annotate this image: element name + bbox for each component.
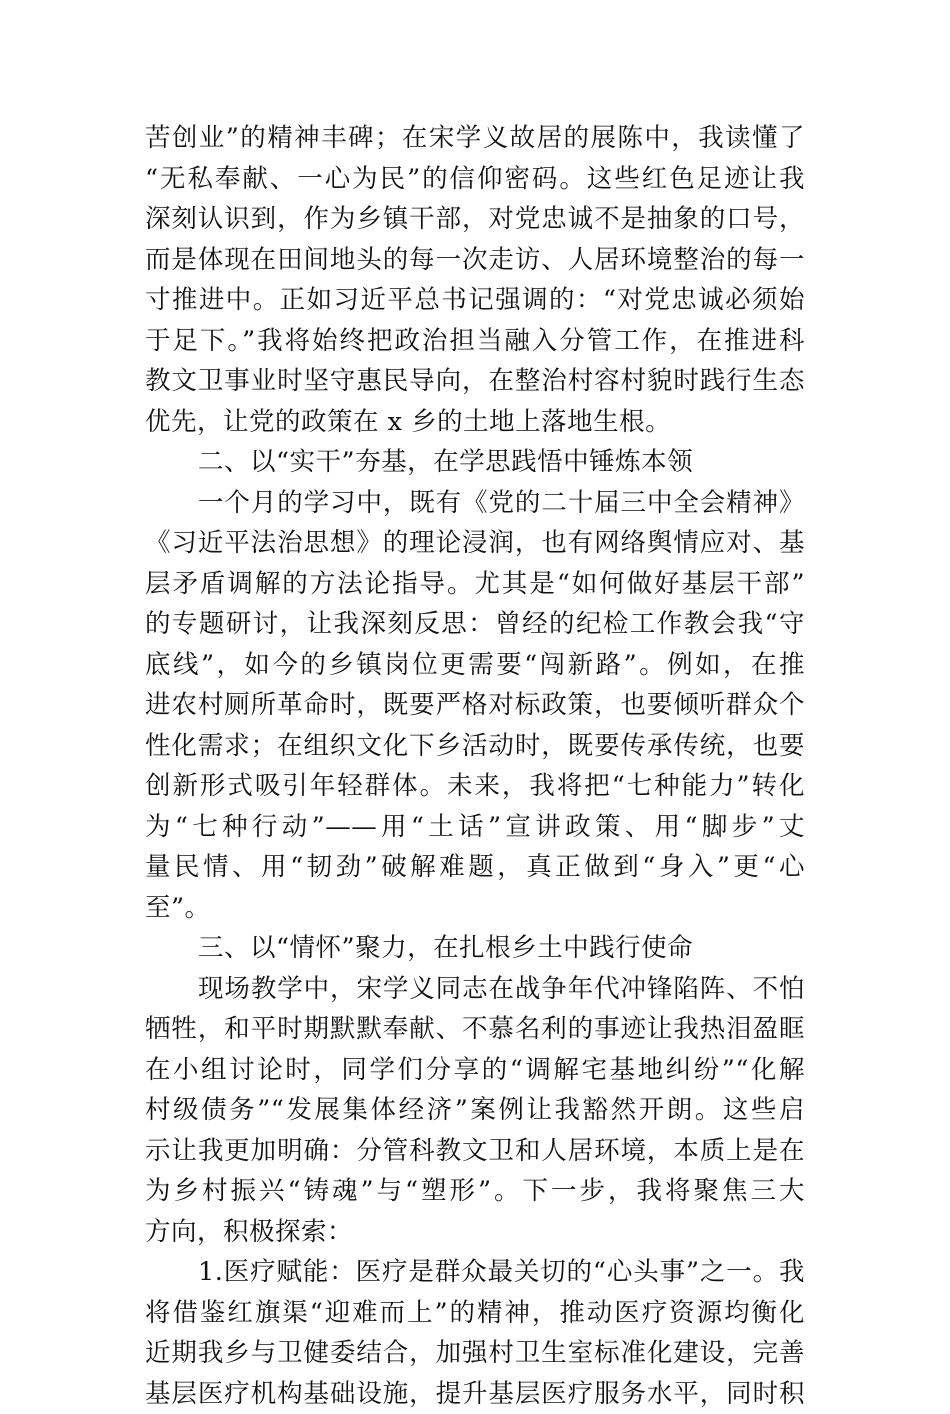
text-line: 教文卫事业时坚守惠民导向，在整治村容村貌时践行生态 bbox=[145, 361, 805, 402]
text-line: 牺牲，和平时期默默奉献、不慕名利的事迹让我热泪盈眶 bbox=[145, 1009, 805, 1050]
text-line: 量民情、用“韧劲”破解难题，真正做到“身入”更“心 bbox=[145, 847, 805, 888]
text-line: 层矛盾调解的方法论指导。尤其是“如何做好基层干部” bbox=[145, 564, 805, 605]
document-page bbox=[145, 118, 805, 1414]
text-line: 村级债务”“发展集体经济”案例让我豁然开朗。这些启 bbox=[145, 1090, 805, 1131]
text-line: 为乡村振兴“铸魂”与“塑形”。下一步，我将聚焦三大 bbox=[145, 1171, 805, 1212]
text-line: 而是体现在田间地头的每一次走访、人居环境整治的每一 bbox=[145, 240, 805, 281]
text-line: 的专题研讨，让我深刻反思：曾经的纪检工作教会我“守 bbox=[145, 604, 805, 645]
text-line: 将借鉴红旗渠“迎难而上”的精神，推动医疗资源均衡化 bbox=[145, 1293, 805, 1334]
text-line: 苦创业”的精神丰碑；在宋学义故居的展陈中，我读懂了 bbox=[145, 118, 805, 159]
text-line: 创新形式吸引年轻群体。未来，我将把“七种能力”转化 bbox=[145, 766, 805, 807]
text-line: 深刻认识到，作为乡镇干部，对党忠诚不是抽象的口号， bbox=[145, 199, 805, 240]
text-line: 近期我乡与卫健委结合，加强村卫生室标准化建设，完善 bbox=[145, 1333, 805, 1374]
text-line: 方向，积极探索： bbox=[145, 1212, 805, 1253]
text-line: 示让我更加明确：分管科教文卫和人居环境，本质上是在 bbox=[145, 1131, 805, 1172]
paragraph-start: 一个月的学习中，既有《党的二十届三中全会精神》 bbox=[145, 483, 805, 524]
text-line: 《习近平法治思想》的理论浸润，也有网络舆情应对、基 bbox=[145, 523, 805, 564]
text-line: 进农村厕所革命时，既要严格对标政策，也要倾听群众个 bbox=[145, 685, 805, 726]
text-line: 性化需求；在组织文化下乡活动时，既要传承传统，也要 bbox=[145, 726, 805, 767]
paragraph-start: 现场教学中，宋学义同志在战争年代冲锋陷阵、不怕 bbox=[145, 969, 805, 1010]
text-line: 为“七种行动”——用“土话”宣讲政策、用“脚步”丈 bbox=[145, 807, 805, 848]
paragraph-start: 1.医疗赋能：医疗是群众最关切的“心头事”之一。我 bbox=[145, 1252, 805, 1293]
text-line: 优先，让党的政策在 x 乡的土地上落地生根。 bbox=[145, 402, 805, 443]
section-heading: 三、以“情怀”聚力，在扎根乡土中践行使命 bbox=[145, 928, 805, 969]
text-line: 至”。 bbox=[145, 888, 805, 929]
section-heading: 二、以“实干”夯基，在学思践悟中锤炼本领 bbox=[145, 442, 805, 483]
text-line: “无私奉献、一心为民”的信仰密码。这些红色足迹让我 bbox=[145, 159, 805, 200]
text-line: 基层医疗机构基础设施，提升基层医疗服务水平，同时积 bbox=[145, 1374, 805, 1414]
text-line: 在小组讨论时，同学们分享的“调解宅基地纠纷”“化解 bbox=[145, 1050, 805, 1091]
text-line: 底线”，如今的乡镇岗位更需要“闯新路”。例如，在推 bbox=[145, 645, 805, 686]
text-line: 寸推进中。正如习近平总书记强调的：“对党忠诚必须始 bbox=[145, 280, 805, 321]
text-line: 于足下。”我将始终把政治担当融入分管工作，在推进科 bbox=[145, 321, 805, 362]
